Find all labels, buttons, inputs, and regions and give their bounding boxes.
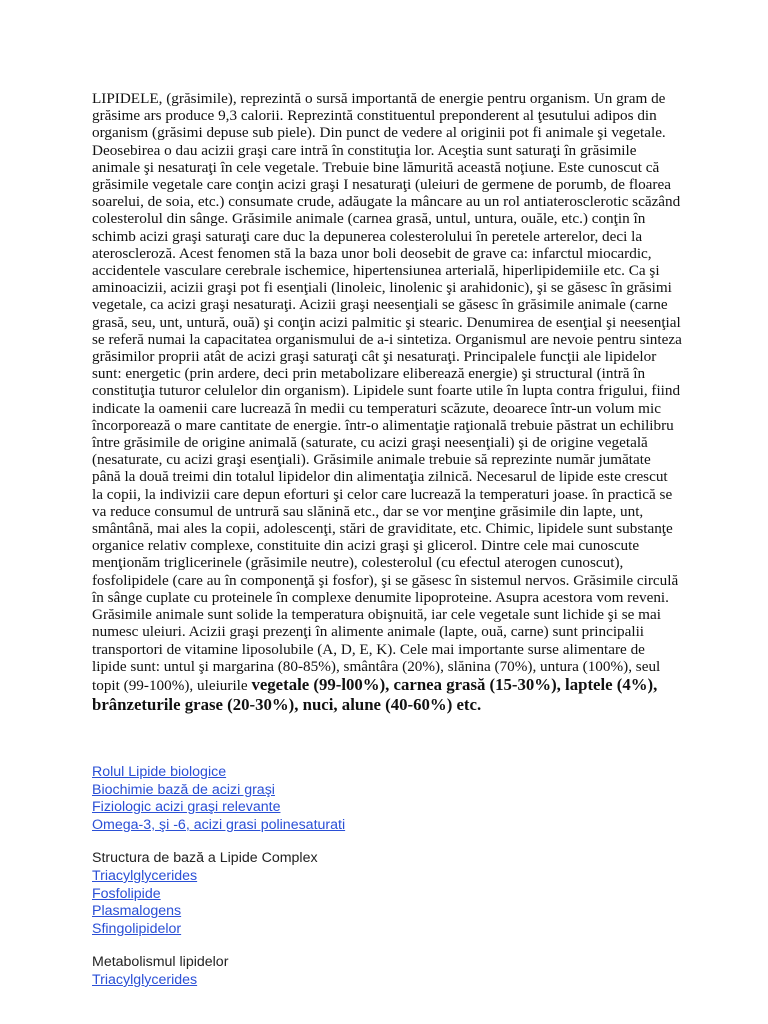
link-omega-3-6[interactable]: Omega-3, şi -6, acizi grasi polinesaturati bbox=[92, 816, 346, 833]
link-sfingolipidelor[interactable]: Sfingolipidelor bbox=[92, 920, 182, 937]
link-rolul-lipide[interactable]: Rolul Lipide biologice bbox=[92, 764, 227, 780]
spacer bbox=[92, 834, 592, 850]
section-heading-metabolism: Metabolismul lipidelor bbox=[92, 954, 229, 971]
links-area bbox=[92, 764, 592, 990]
article-paragraph bbox=[92, 90, 682, 715]
article-body bbox=[92, 90, 682, 715]
link-triacylglycerides-metabolism[interactable]: Triacylglycerides bbox=[92, 971, 198, 988]
link-biochimie-acizi-grasi[interactable]: Biochimie bază de acizi graşi bbox=[92, 781, 275, 798]
article-bold-tail: vegetale (99-l00%), carnea grasă (15-30%), laptele (4%), brânzeturile grase (20-30%), nuci, alune (40-60%) etc. bbox=[92, 674, 658, 714]
spacer bbox=[92, 938, 592, 954]
section-heading-structura: Structura de bază a Lipide Complex bbox=[92, 850, 318, 867]
link-triacylglycerides[interactable]: Triacylglycerides bbox=[92, 867, 198, 884]
link-fiziologic-acizi-grasi[interactable]: Fiziologic acizi graşi relevante bbox=[92, 799, 281, 816]
link-plasmalogens[interactable]: Plasmalogens bbox=[92, 903, 182, 920]
link-fosfolipide[interactable]: Fosfolipide bbox=[92, 885, 161, 902]
article-text: LIPIDELE, (grăsimile), reprezintă o sursă importantă de energie pentru organism. Un gram de grăsime ars produce 9,3 calorii. Reprezintă constituentul preponderent al ţesutului adipos din organism (grăsimi depuse sub piele). Din punct de vedere al originii pot fi animale şi vegetale. Deosebirea o dau acizii graşi care intră în constituţia lor. Aceştia sunt saturaţi în grăsimile animale şi nesaturaţi în cele vegetale. Trebuie bine lămurită această noţiune. Este cunoscut că grăsimile vegetale care conţin acizi graşi I nesaturaţi (uleiuri de germene de porumb, de floarea soarelui, de soia, etc.) consumate crude, adăugate la mâncare au un rol antiaterosclerotic scăzând colesterolul din sânge. Grăsimile animale (carnea grasă, untul, untura, ouăle, etc.) conţin în schimb acizi graşi saturaţi care duc la depunerea colesterolului în peretele arterelor, deci la ateroscleroză. Acest fenomen stă la baza unor boli deosebit de grave ca: infarctul miocardic, accidentele vasculare cerebrale ischemice, hipertensiunea arterială, hiperlipidemiile etc. Ca şi aminoacizii, acizii graşi pot fi esenţiali (linoleic, linolenic şi arahidonic), şi se găsesc în grăsimi vegetale, ca acizi graşi nesaturaţi. Acizii graşi neesenţiali se găsesc în grăsimile animale (carne grasă, seu, unt, untură, ouă) şi conţin acizi palmitic şi stearic. Denumirea de esenţial şi neesenţial se referă numai la capacitatea organismului de a-i sintetiza. Organismul are nevoie pentru sinteza grăsimilor proprii atât de acizi graşi saturaţi cât şi nesaturaţi. Principalele funcţii ale lipidelor sunt: energetic (prin ardere, deci prin metabolizare eliberează energie) şi structural (intră în constituţia tuturor celulelor din organism). Lipidele sunt foarte utile în lupta contra frigului, fiind indicate la oamenii care lucrează în medii cu temperaturi scăzute, deoarece într-un volum mic încorporează o mare cantitate de energie. într-o alimentaţie raţională trebuie păstrat un echilibru între grăsimile de origine animală (saturate, cu acizi graşi neesenţiali) şi de origine vegetală (nesaturate, cu acizi graşi esenţiali). Grăsimile animale trebuie să reprezinte număr jumătate până la două treimi din totalul lipidelor din alimentaţia zilnică. Necesarul de lipide este crescut la copii, la indivizii care depun eforturi şi celor care lucrează la temperaturi joase. în practică se va reduce consumul de untrură sau slănină etc., dar se vor menţine grăsimile din lapte, unt, smântână, mai ales la copii, adolescenţi, stări de graviditate, etc. Chimic, lipidele sunt substanţe organice relativ complexe, constituite din acizi graşi şi glicerol. Dintre cele mai cunoscute menţionăm triglicerinele (grăsimile neutre), colesterolul (cu efectul aterogen cunoscut), fosfolipidele (care au în componenţă şi fosfor), şi se găsesc în sistemul nervos. Grăsimile circulă în sânge cuplate cu proteinele în complexe denumite lipoproteine. Asupra acestora vom reveni. Grăsimile animale sunt solide la temperatura obişnuită, iar cele vegetale sunt lichide şi se mai numesc uleiuri. Acizii graşi prezenţi în alimente animale (lapte, ouă, carne) sunt principalii transportori de vitamine liposolubile (A, D, E, K). Cele mai importante surse alimentare de lipide sunt: untul şi margarina (80-85%), smântâra (20%), slănina (70%), untura (100%), seul topit (99-100%), uleiurile bbox=[92, 90, 682, 694]
